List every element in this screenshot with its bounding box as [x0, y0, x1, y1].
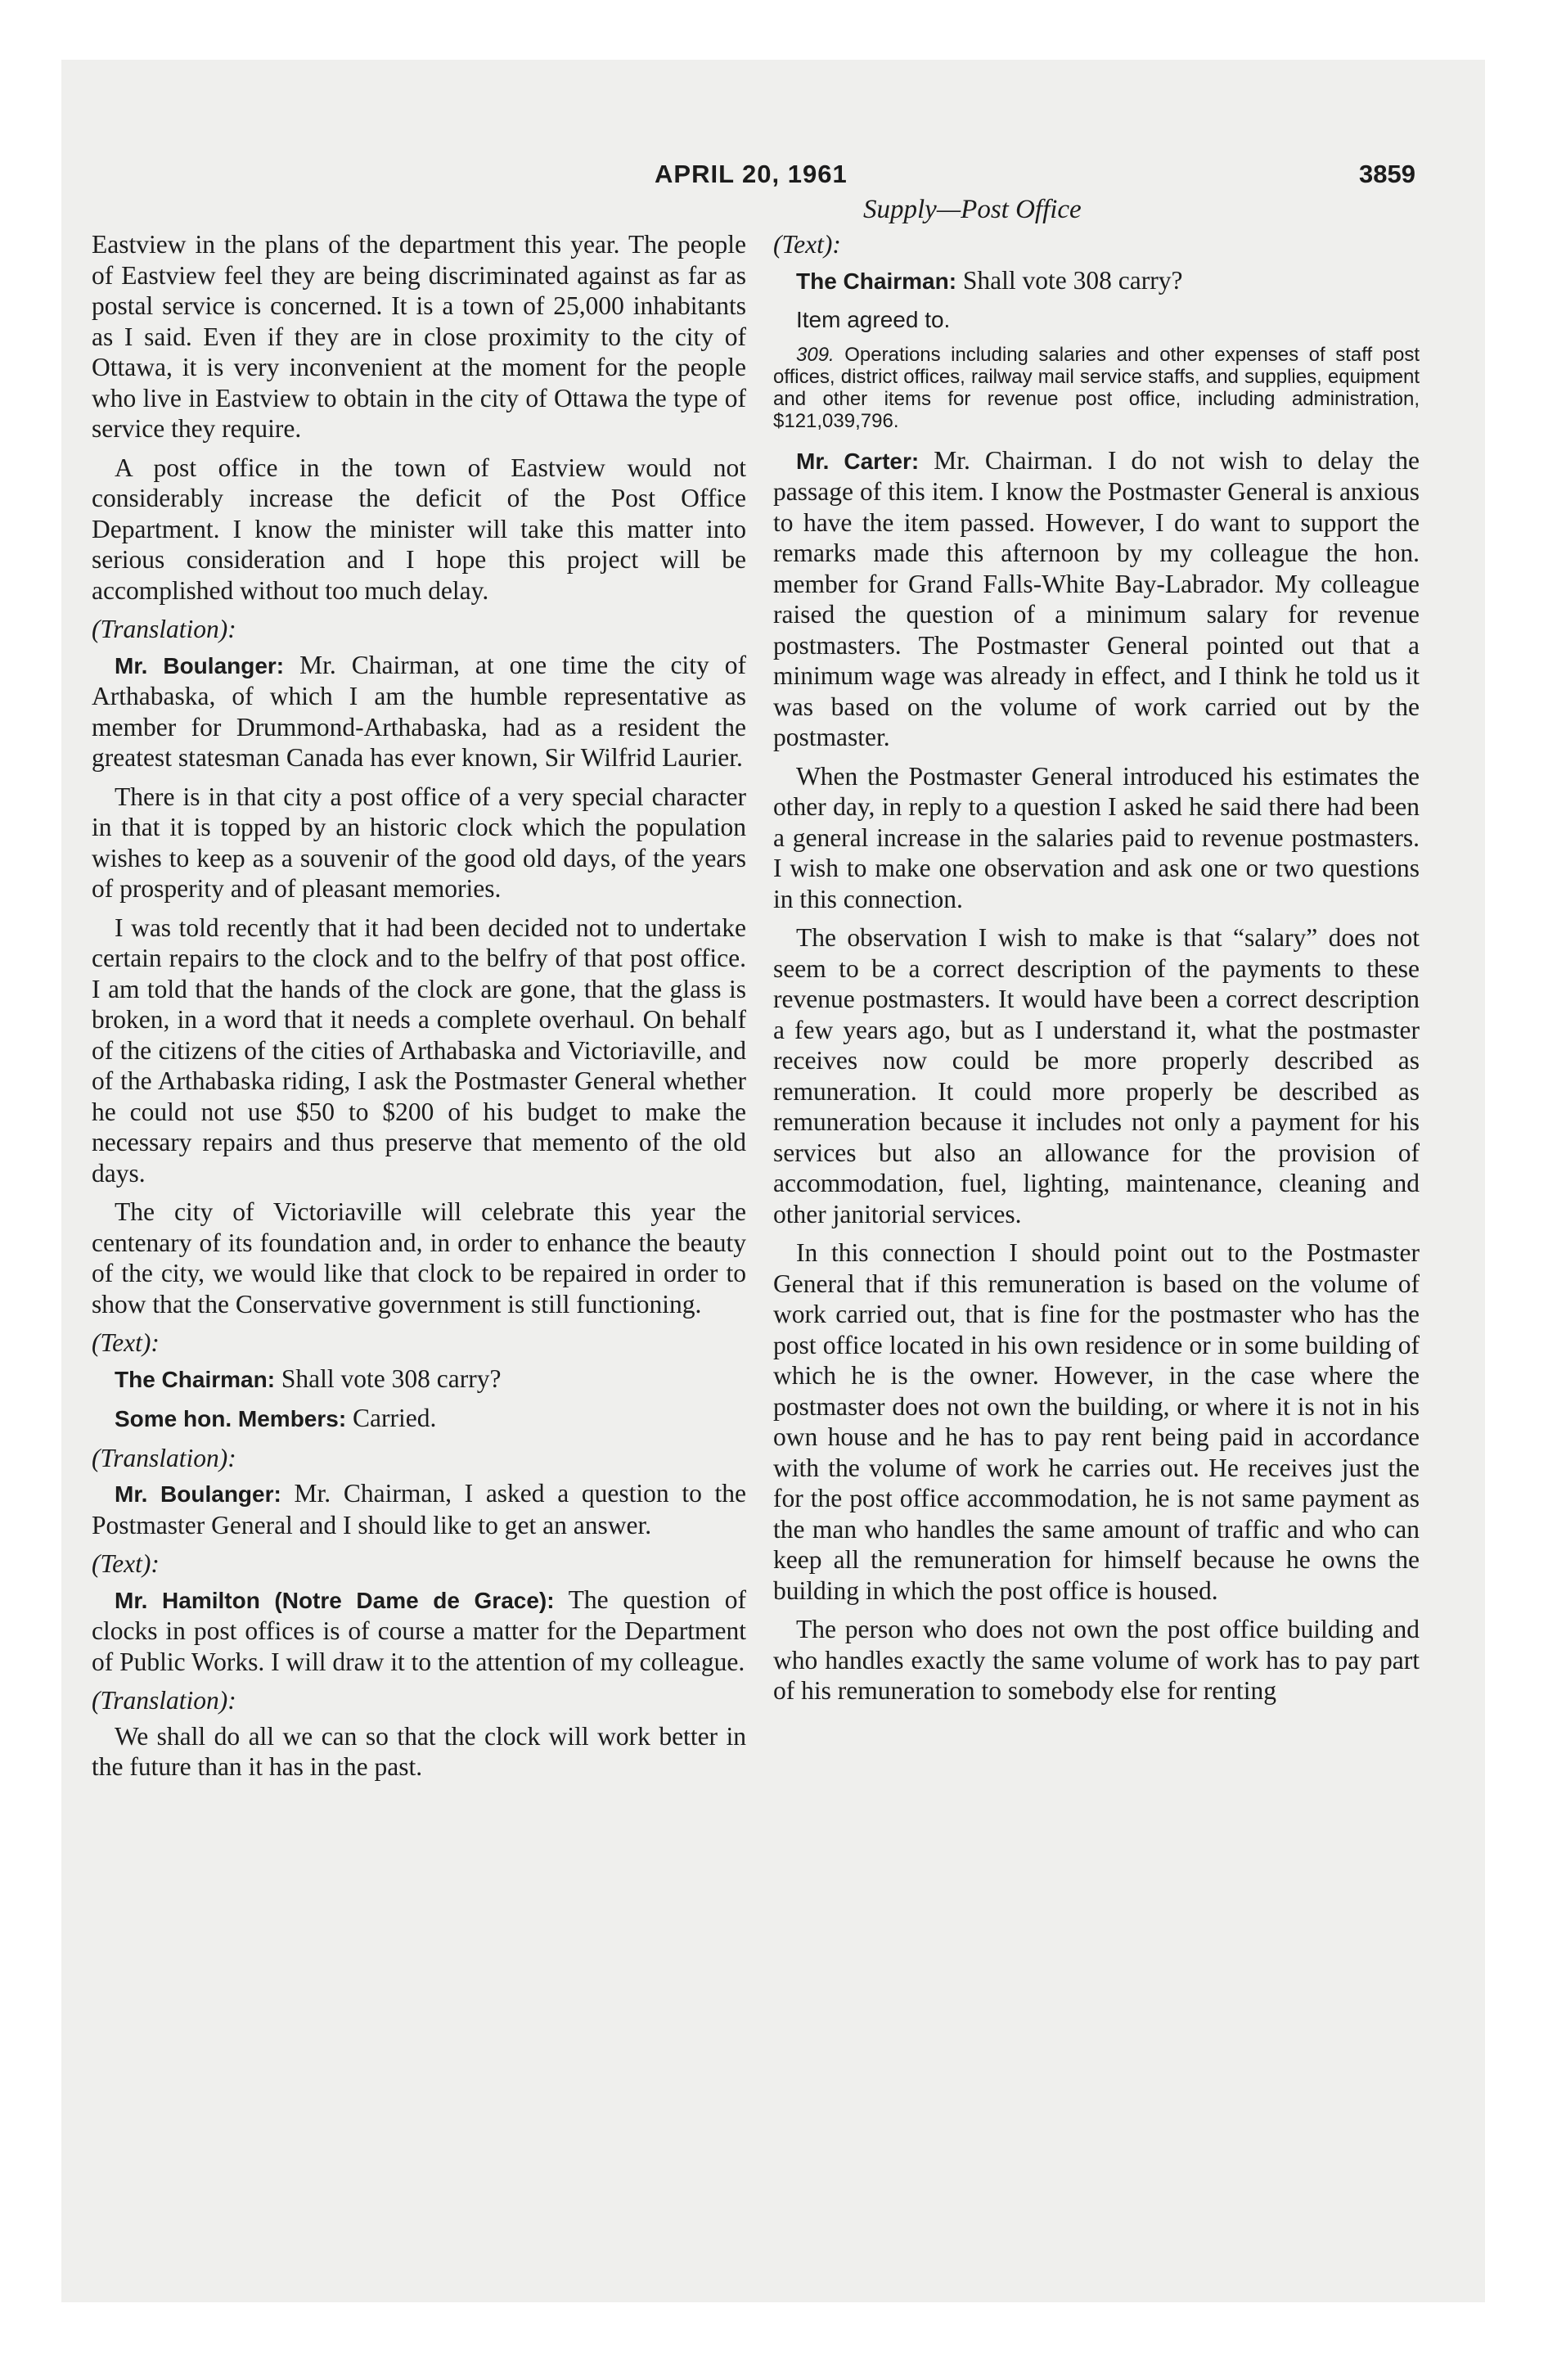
translation-marker: (Translation): [92, 1686, 236, 1715]
speaker-name: Mr. Carter: [796, 448, 920, 474]
body-paragraph: The person who does not own the post office building and who handles exactly the same volume of work has to pay part of his remuneration to somebody else for renting [773, 1615, 1420, 1705]
left-column [92, 229, 746, 1791]
speech-text: Shall vote 308 carry? [281, 1364, 502, 1393]
right-column [773, 229, 1420, 1715]
body-paragraph: When the Postmaster General introduced his estimates the other day, in reply to a question I asked he said there had been a general increase in the salaries paid to revenue postmasters. I wish to make one observation and ask one or two questions in this connection. [773, 761, 1420, 913]
body-paragraph: The observation I wish to make is that “salary” does not seem to be a correct description of the payments to these revenue postmasters. It would have been a correct description a few years ago, but as I understand it, what the postmaster receives now could be more properly described as remuneration. It could more properly be described as remuneration because it includes not only a payment for his services but also an allowance for the provision of accommodation, fuel, lighting, maintenance, cleaning and other janitorial services. [773, 923, 1420, 1228]
translation-marker: (Text): [92, 1549, 160, 1578]
speech-paragraph [773, 445, 1420, 753]
speaker-name: Mr. Boulanger: [115, 1481, 281, 1507]
speech-text: Carried. [353, 1404, 437, 1432]
vote-text: Operations including salaries and other expenses of staff post offices, district offices, railway mail service staffs, and supplies, equipment and other items for revenue post office, including administration, $121,039,796. [773, 343, 1420, 432]
body-paragraph: In this connection I should point out to the Postmaster General that if this remuneration is based on the volume of work carried out, that is fine for the postmaster who has the post office located in his own residence or in some building of which he is the owner. However, in the case where the postmaster does not own the building, or where it is not in his own house and he has to pay rent being paid in accordance with the volume of work he carries out. He receives just the for the post office accommodation, he is not same payment as the man who handles the same amount of traffic and who can keep all the remuneration for himself because he owns the building in which the post office is housed. [773, 1238, 1420, 1605]
body-paragraph: There is in that city a post office of a very special character in that it is topped by an historic clock which the population wishes to keep as a souvenir of the good old days, of the years of prosperity and of pleasant memories. [92, 782, 746, 903]
speaker-name: The Chairman: [796, 268, 957, 294]
translation-marker: (Text): [773, 230, 841, 259]
speech-text: Shall vote 308 carry? [962, 265, 1183, 295]
speaker-name: Mr. Hamilton (Notre Dame de Grace): [115, 1587, 555, 1613]
translation-marker: (Translation): [92, 1443, 236, 1472]
body-paragraph: I was told recently that it had been decided not to undertake certain repairs to the clock and to the belfry of that post office. I am told that the hands of the clock are gone, that the glass is broken, in a word that it needs a complete overhaul. On behalf of the citizens of the cities of Arthabaska and Victoriaville, and of the Arthabaska riding, I ask the Postmaster General whether he could not use $50 to $200 of his budget to make the necessary repairs and thus preserve that memento of the old days. [92, 913, 746, 1188]
vote-item [773, 344, 1420, 432]
vote-number: 309. [796, 343, 835, 366]
speech-paragraph [773, 265, 1420, 297]
body-paragraph: We shall do all we can so that the clock will work better in the future than it has in the past. [92, 1721, 746, 1781]
body-paragraph: Eastview in the plans of the department this year. The people of Eastview feel they are being discriminated against as far as postal service is concerned. It is a town of 25,000 inhabitants as I said. Even if they are in close proximity to the city of Ottawa, it is very inconvenient at the moment for the people who live in Eastview to obtain in the city of Ottawa the type of service they require. [92, 230, 746, 443]
speaker-name: Mr. Boulanger: [115, 652, 285, 678]
body-paragraph: A post office in the town of Eastview would not considerably increase the deficit of the Post Office Department. I know the minister will take this matter into serious consideration and I hope this project will be accomplished without too much delay. [92, 453, 746, 605]
speech-text: Mr. Chairman, at one time the city of Arthabaska, of which I am the humble representative as member for Drummond-Arthabaska, had as a resident the greatest statesman Canada has ever known, Sir Wilfrid Laurier. [92, 650, 747, 772]
page-number: 3859 [1359, 160, 1415, 188]
speech-paragraph [92, 1478, 746, 1540]
page-date: APRIL 20, 1961 [655, 160, 848, 188]
speech-text: Mr. Chairman, I asked a question to the Postmaster General and I should like to get an answer. [92, 1479, 747, 1539]
item-status: Item agreed to. [796, 307, 951, 332]
speech-text: Mr. Chairman. I do not wish to delay the passage of this item. I know the Postmaster General is anxious to have the item passed. However, I do want to support the remarks made this afternoon by my colleague the hon. member for Grand Falls-White Bay-Labrador. My colleague raised the question of a minimum salary for revenue postmasters. The Postmaster General pointed out that a minimum wage was already in effect, and I think he told us it was based on the volume of work carried out by the postmaster. [773, 445, 1420, 751]
speech-text: The question of clocks in post offices is of course a matter for the Department of Public Works. I will draw it to the attention of my colleague. [92, 1584, 746, 1676]
section-heading: Supply—Post Office [863, 195, 1082, 224]
speech-paragraph [92, 1364, 746, 1395]
translation-marker: (Translation): [92, 615, 236, 643]
speech-paragraph [92, 1584, 746, 1678]
speaker-name: Some hon. Members: [115, 1406, 347, 1431]
speech-paragraph [92, 1403, 746, 1435]
speech-paragraph [92, 650, 746, 773]
body-paragraph: The city of Victoriaville will celebrate this year the centenary of its foundation and, in order to enhance the beauty of the city, we would like that clock to be repaired in order to show that the Conservative government is still functioning. [92, 1197, 746, 1318]
translation-marker: (Text): [92, 1328, 160, 1357]
speaker-name: The Chairman: [115, 1366, 276, 1392]
